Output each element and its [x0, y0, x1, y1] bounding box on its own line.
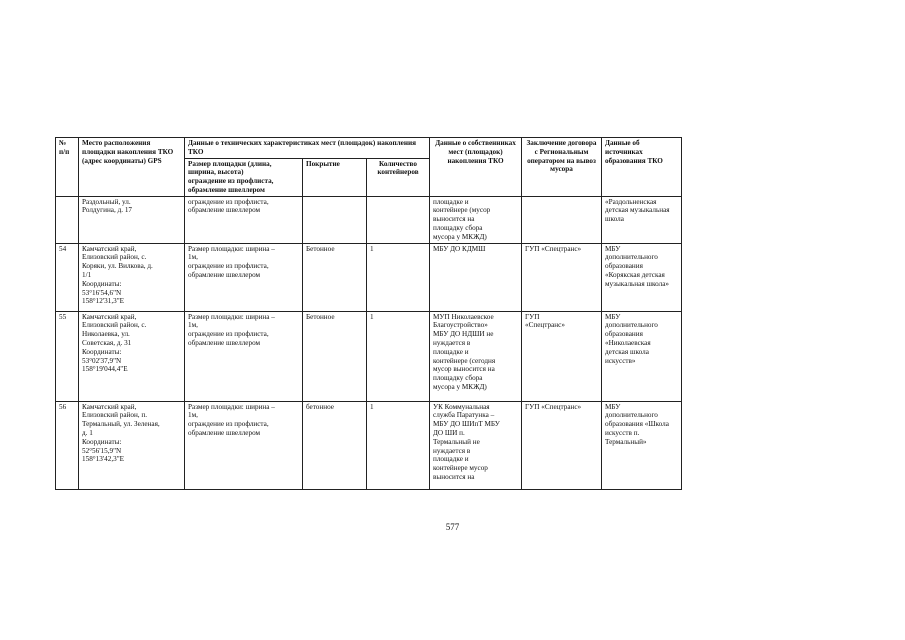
tko-registry-table [55, 137, 682, 490]
cell-containers [367, 196, 430, 243]
cell-sources: «Раздольненская детская музыкальная школа [602, 196, 682, 243]
cell-location: Раздольный, ул. Ролдугина, д. 17 [79, 196, 185, 243]
header-contract: Заключение договора с Региональным оператором на вывоз мусора [522, 138, 602, 197]
cell-contract: ГУП «Спецтранс» [522, 401, 602, 489]
cell-location: Камчатский край, Елизовский район, п. Термальный, ул. Зеленая, д. 1 Координаты: 52°56'15,9"N 158°13'42,3"E [79, 401, 185, 489]
cell-cover: Бетонное [303, 243, 367, 311]
header-tech: Данные о технических характеристиках мест (площадок) накопления ТКО [185, 138, 430, 159]
cell-size: Размер площадки: ширина – 1м, ограждение из профлиста, обрамление швеллером [185, 401, 303, 489]
cell-owners: УК Коммунальная служба Паратунка – МБУ ДО ШИпТ МБУ ДО ШИ п. Термальный не нуждается в площадке и контейнере мусор выносится на [430, 401, 522, 489]
page-number: 577 [445, 522, 460, 532]
cell-num [56, 196, 79, 243]
cell-num: 54 [56, 243, 79, 311]
header-owners: Данные о собственниках мест (площадок) накопления ТКО [430, 138, 522, 197]
cell-contract: ГУП «Спецтранс» [522, 243, 602, 311]
cell-containers: 1 [367, 243, 430, 311]
header-size: Размер площадки (длина, ширина, высота) ограждение из профлиста, обрамление швеллером [185, 158, 303, 196]
cell-num: 55 [56, 311, 79, 401]
cell-cover: Бетонное [303, 311, 367, 401]
header-num: № п/п [56, 138, 79, 197]
cell-containers: 1 [367, 401, 430, 489]
cell-sources: МБУ дополнительного образования «Николаевская детская школа искусств» [602, 311, 682, 401]
cell-num: 56 [56, 401, 79, 489]
header-cover: Покрытие [303, 158, 367, 196]
cell-size: ограждение из профлиста, обрамление швеллером [185, 196, 303, 243]
cell-cover [303, 196, 367, 243]
table-row [56, 401, 682, 489]
cell-contract [522, 196, 602, 243]
table-row [56, 243, 682, 311]
table-row [56, 196, 682, 243]
cell-sources: МБУ дополнительного образования «Корякская детская музыкальная школа» [602, 243, 682, 311]
cell-contract: ГУП «Спецтранс» [522, 311, 602, 401]
document-page [55, 137, 681, 490]
table-row [56, 311, 682, 401]
header-row-1 [56, 138, 682, 159]
cell-owners: МУП Николаевское Благоустройство» МБУ ДО НДШИ не нуждается в площадке и контейнере (сегодня мусор выносится на площадку сбора мусора у МКЖД) [430, 311, 522, 401]
header-location: Место расположения площадки накопления ТКО (адрес координаты) GPS [79, 138, 185, 197]
cell-cover: бетонное [303, 401, 367, 489]
cell-size: Размер площадки: ширина – 1м, ограждение из профлиста, обрамление швеллером [185, 243, 303, 311]
cell-owners: площадке и контейнере (мусор выносится на площадку сбора мусора у МКЖД) [430, 196, 522, 243]
cell-location: Камчатский край, Елизовский район, с. Николаевка, ул. Советская, д. 31 Координаты: 53°02'37,9"N 158°19'044,4"E [79, 311, 185, 401]
cell-owners: МБУ ДО КДМШ [430, 243, 522, 311]
cell-containers: 1 [367, 311, 430, 401]
header-sources: Данные об источниках образования ТКО [602, 138, 682, 197]
cell-location: Камчатский край, Елизовский район, с. Коряки, ул. Вилкова, д. 1/1 Координаты: 53°16'54,6"N 158°12'31,3"E [79, 243, 185, 311]
cell-sources: МБУ дополнительного образования «Школа искусств п. Термальный» [602, 401, 682, 489]
cell-size: Размер площадки: ширина – 1м, ограждение из профлиста, обрамление швеллером [185, 311, 303, 401]
header-containers: Количество контейнеров [367, 158, 430, 196]
